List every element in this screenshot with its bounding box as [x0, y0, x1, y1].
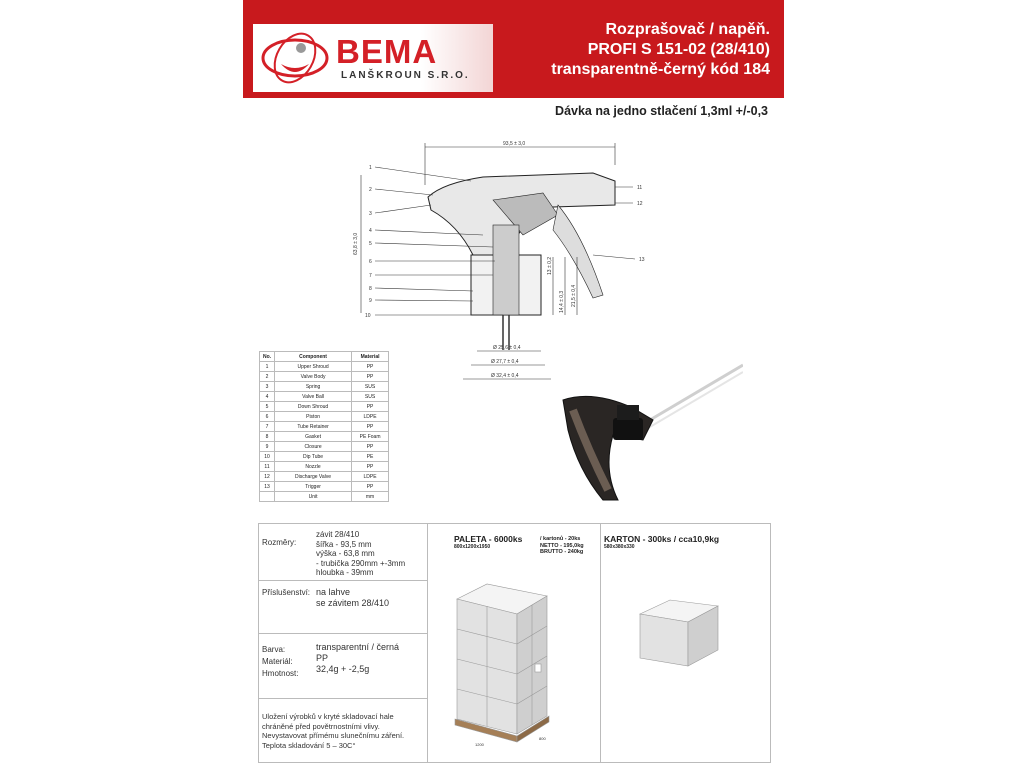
- part-material: PP: [352, 372, 389, 382]
- callout-6: 6: [369, 259, 372, 265]
- part-material: SUS: [352, 382, 389, 392]
- barva-label: Barva:: [262, 645, 286, 654]
- pallet-dim-800: 800: [539, 736, 546, 741]
- rozmery-line-2: šířka - 93,5 mm: [316, 539, 372, 549]
- part-no: 11: [260, 462, 275, 472]
- part-component: Tube Retainer: [275, 422, 352, 432]
- parts-table-row: [260, 362, 389, 372]
- spec-row-material: [259, 634, 427, 699]
- rozmery-label: Rozměry:: [262, 538, 297, 547]
- part-material: PP: [352, 362, 389, 372]
- dim-width: 93,5 ± 3,0: [503, 141, 526, 147]
- rozmery-values: [316, 530, 405, 578]
- callout-1: 1: [369, 165, 372, 171]
- prislusenstvi-line-1: na lahve: [316, 587, 351, 597]
- part-component: Gasket: [275, 432, 352, 442]
- brand-subtitle: LANŠKROUN S.R.O.: [341, 70, 470, 81]
- part-component: Trigger: [275, 482, 352, 492]
- carton-title: KARTON - 300ks / cca10,9kg: [604, 534, 720, 544]
- parts-table-row: [260, 372, 389, 382]
- callout-12: 12: [637, 201, 643, 207]
- part-material: PP: [352, 422, 389, 432]
- parts-table: [259, 351, 389, 502]
- parts-table-body: [260, 362, 389, 502]
- part-material: mm: [352, 492, 389, 502]
- parts-table-row: [260, 482, 389, 492]
- product-sheet: [243, 0, 784, 768]
- parts-table-row: [260, 432, 389, 442]
- part-no: 3: [260, 382, 275, 392]
- part-material: LDPE: [352, 472, 389, 482]
- callout-11: 11: [637, 185, 643, 191]
- part-component: Piston: [275, 412, 352, 422]
- dim-21: 21,5 ± 0,4: [571, 284, 577, 307]
- part-component: Closure: [275, 442, 352, 452]
- parts-table-row: [260, 392, 389, 402]
- logo: [253, 24, 493, 92]
- spec-properties: [259, 524, 428, 762]
- part-component: Nozzle: [275, 462, 352, 472]
- product-title: [551, 20, 770, 80]
- callout-4: 4: [369, 228, 372, 234]
- carton-dims: 580x380x330: [604, 544, 635, 550]
- pallet-dims: 800x1200x1950: [454, 544, 491, 550]
- carton-illustration: [600, 584, 770, 684]
- part-component: Valve Ball: [275, 392, 352, 402]
- part-no: 10: [260, 452, 275, 462]
- parts-table-row: [260, 382, 389, 392]
- carton-panel: [600, 524, 770, 762]
- pallet-info: [540, 536, 584, 556]
- part-no: 4: [260, 392, 275, 402]
- part-component: Down Shroud: [275, 402, 352, 412]
- pallet-netto: NETTO - 195,0kg: [540, 542, 584, 549]
- callout-10: 10: [365, 313, 371, 319]
- part-material: PE: [352, 452, 389, 462]
- material-values: [316, 642, 399, 675]
- part-material: PP: [352, 442, 389, 452]
- parts-table-row: [260, 402, 389, 412]
- pallet-dim-1200: 1200: [475, 742, 484, 747]
- part-material: PP: [352, 482, 389, 492]
- rozmery-line-3: výška - 63,8 mm: [316, 549, 375, 558]
- part-material: PE Foam: [352, 432, 389, 442]
- rozmery-line-4: - trubička 290mm +-3mm: [316, 558, 406, 568]
- parts-table-row: [260, 412, 389, 422]
- part-no: 2: [260, 372, 275, 382]
- callout-5: 5: [369, 241, 372, 247]
- part-material: SUS: [352, 392, 389, 402]
- callout-13: 13: [639, 257, 645, 263]
- part-material: PP: [352, 462, 389, 472]
- part-no: 12: [260, 472, 275, 482]
- part-material: PP: [352, 402, 389, 412]
- technical-drawing: [353, 135, 673, 385]
- col-component: Component: [275, 352, 352, 362]
- material-value: PP: [316, 653, 329, 663]
- dim-13: 13 ± 0,2: [547, 256, 553, 275]
- material-label: Materiál:: [262, 657, 293, 666]
- callout-9: 9: [369, 298, 372, 304]
- barva-value: transparentní / černá: [316, 642, 400, 652]
- material-labels: [262, 644, 298, 680]
- part-material: LDPE: [352, 412, 389, 422]
- hmotnost-label: Hmotnost:: [262, 669, 299, 678]
- rozmery-line-5: hloubka - 39mm: [316, 568, 374, 577]
- pallet-title: PALETA - 6000ks: [454, 534, 523, 544]
- col-material: Material: [352, 352, 389, 362]
- part-no: 1: [260, 362, 275, 372]
- dim-256: Ø 25,6 ± 0,4: [493, 345, 521, 351]
- parts-table-row: [260, 472, 389, 482]
- spec-row-accessories: [259, 581, 427, 634]
- parts-table-row: [260, 452, 389, 462]
- parts-table-row: [260, 492, 389, 502]
- dim-324: Ø 32,4 ± 0,4: [491, 373, 519, 379]
- callout-2: 2: [369, 187, 372, 193]
- parts-table-row: [260, 442, 389, 452]
- header-band: [243, 0, 784, 98]
- part-component: Spring: [275, 382, 352, 392]
- col-no: No.: [260, 352, 275, 362]
- prislusenstvi-line-2: se závitem 28/410: [316, 598, 390, 608]
- title-line-1: Rozprašovač / napěň.: [605, 21, 770, 38]
- brand-name: BEMA: [336, 33, 438, 70]
- title-line-3: transparentně-černý kód 184: [551, 61, 770, 78]
- part-component: Discharge Valve: [275, 472, 352, 482]
- parts-table-row: [260, 462, 389, 472]
- prislusenstvi-label: Příslušenství:: [262, 588, 311, 597]
- prislusenstvi-values: [316, 587, 389, 609]
- storage-note: Uložení výrobků v kryté skladovací hale chráněné před povětrnostními vlivy. Nevystavovat přímému slunečnímu záření. Teplota skladování 5 – 30C°: [262, 712, 405, 750]
- dim-277: Ø 27,7 ± 0,4: [491, 359, 519, 365]
- callout-8: 8: [369, 286, 372, 292]
- spec-row-dimensions: [259, 524, 427, 581]
- rozmery-line-1: závit 28/410: [316, 530, 360, 539]
- part-no: [260, 492, 275, 502]
- part-no: 13: [260, 482, 275, 492]
- part-no: 7: [260, 422, 275, 432]
- part-no: 8: [260, 432, 275, 442]
- part-no: 6: [260, 412, 275, 422]
- pallet-brutto: BRUTTO - 240kg: [540, 549, 584, 555]
- title-line-2: PROFI S 151-02 (28/410): [587, 41, 770, 58]
- bema-swirl-icon: [255, 24, 335, 92]
- part-no: 9: [260, 442, 275, 452]
- callout-3: 3: [369, 211, 372, 217]
- parts-table-row: [260, 422, 389, 432]
- dose-info: Dávka na jedno stlačení 1,3ml +/-0,3: [555, 104, 768, 118]
- part-component: Valve Body: [275, 372, 352, 382]
- spec-panel: [258, 523, 771, 763]
- parts-table-header: [260, 352, 389, 362]
- part-component: Unit: [275, 492, 352, 502]
- hmotnost-value: 32,4g + -2,5g: [316, 664, 370, 674]
- part-component: Dip Tube: [275, 452, 352, 462]
- part-component: Upper Shroud: [275, 362, 352, 372]
- dim-height: 63,8 ± 3,0: [353, 232, 359, 255]
- dim-144: 14,4 ± 0,3: [559, 290, 565, 313]
- pallet-illustration: [427, 574, 600, 749]
- part-no: 5: [260, 402, 275, 412]
- pallet-cartons: / kartonů - 20ks: [540, 536, 581, 542]
- pallet-panel: [427, 524, 601, 762]
- product-photo: [543, 360, 743, 505]
- callout-7: 7: [369, 273, 372, 279]
